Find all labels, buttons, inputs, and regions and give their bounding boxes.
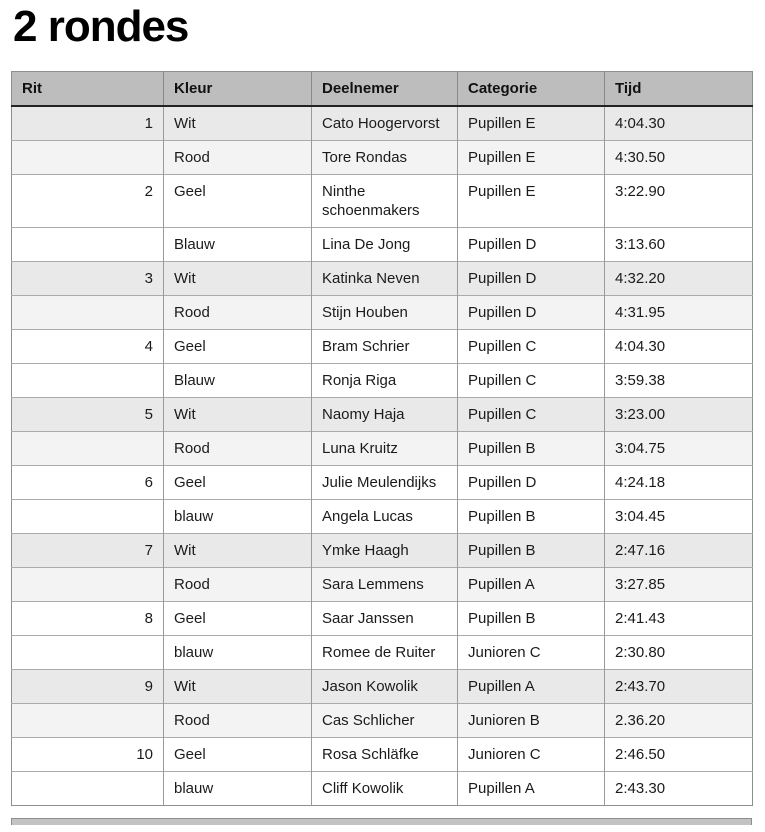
table-row	[12, 499, 753, 533]
cell-rit	[12, 363, 164, 397]
cell-tijd: 2:43.70	[605, 669, 753, 703]
cell-deelnemer: Rosa Schläfke	[312, 737, 458, 771]
cell-kleur: blauw	[164, 771, 312, 805]
table-row	[12, 140, 753, 174]
table-row	[12, 397, 753, 431]
cell-tijd: 2:41.43	[605, 601, 753, 635]
table-row	[12, 431, 753, 465]
cell-tijd: 3:59.38	[605, 363, 753, 397]
cell-categorie: Pupillen B	[458, 499, 605, 533]
cell-kleur: Rood	[164, 703, 312, 737]
table-row	[12, 106, 753, 141]
cell-rit: 8	[12, 601, 164, 635]
cell-categorie: Junioren B	[458, 703, 605, 737]
cell-deelnemer: Lina De Jong	[312, 227, 458, 261]
cell-rit	[12, 295, 164, 329]
cell-rit	[12, 140, 164, 174]
col-header-tijd: Tijd	[605, 71, 753, 106]
cell-kleur: Wit	[164, 261, 312, 295]
cell-tijd: 3:27.85	[605, 567, 753, 601]
cell-tijd: 2:46.50	[605, 737, 753, 771]
cell-deelnemer: Tore Rondas	[312, 140, 458, 174]
cell-kleur: Wit	[164, 669, 312, 703]
cell-tijd: 4:30.50	[605, 140, 753, 174]
table-row	[12, 261, 753, 295]
cell-deelnemer: Bram Schrier	[312, 329, 458, 363]
cell-rit	[12, 703, 164, 737]
cell-tijd: 3:04.45	[605, 499, 753, 533]
cell-kleur: Rood	[164, 295, 312, 329]
cell-deelnemer: Ronja Riga	[312, 363, 458, 397]
cell-rit	[12, 431, 164, 465]
cell-rit: 5	[12, 397, 164, 431]
cell-rit	[12, 499, 164, 533]
cell-kleur: Geel	[164, 174, 312, 227]
cell-rit: 1	[12, 106, 164, 141]
table-row	[12, 174, 753, 227]
cell-deelnemer: Cato Hoogervorst	[312, 106, 458, 141]
next-table-cutoff	[11, 818, 752, 825]
table-row	[12, 363, 753, 397]
cell-tijd: 4:04.30	[605, 106, 753, 141]
cell-categorie: Junioren C	[458, 635, 605, 669]
table-row	[12, 329, 753, 363]
col-header-deelnemer: Deelnemer	[312, 71, 458, 106]
cell-kleur: Rood	[164, 140, 312, 174]
cell-kleur: Geel	[164, 737, 312, 771]
table-row	[12, 771, 753, 805]
cell-categorie: Pupillen A	[458, 567, 605, 601]
cell-deelnemer: Naomy Haja	[312, 397, 458, 431]
col-header-rit: Rit	[12, 71, 164, 106]
cell-categorie: Pupillen C	[458, 397, 605, 431]
table-row	[12, 465, 753, 499]
cell-kleur: Wit	[164, 106, 312, 141]
cell-rit: 3	[12, 261, 164, 295]
cell-rit: 6	[12, 465, 164, 499]
cell-categorie: Pupillen E	[458, 106, 605, 141]
cell-categorie: Pupillen A	[458, 669, 605, 703]
cell-tijd: 4:31.95	[605, 295, 753, 329]
cell-tijd: 3:23.00	[605, 397, 753, 431]
cell-categorie: Pupillen D	[458, 261, 605, 295]
cell-categorie: Pupillen A	[458, 771, 605, 805]
table-row	[12, 635, 753, 669]
cell-tijd: 3:13.60	[605, 227, 753, 261]
table-row	[12, 567, 753, 601]
cell-categorie: Pupillen B	[458, 431, 605, 465]
cell-deelnemer: Saar Janssen	[312, 601, 458, 635]
cell-kleur: Blauw	[164, 363, 312, 397]
cell-categorie: Pupillen D	[458, 227, 605, 261]
cell-rit	[12, 227, 164, 261]
cell-kleur: Rood	[164, 431, 312, 465]
cell-rit	[12, 567, 164, 601]
cell-deelnemer: Ymke Haagh	[312, 533, 458, 567]
cell-deelnemer: Ninthe schoenmakers	[312, 174, 458, 227]
table-row	[12, 227, 753, 261]
cell-tijd: 3:04.75	[605, 431, 753, 465]
cell-categorie: Pupillen B	[458, 601, 605, 635]
cell-deelnemer: Romee de Ruiter	[312, 635, 458, 669]
cell-deelnemer: Sara Lemmens	[312, 567, 458, 601]
cell-tijd: 2:43.30	[605, 771, 753, 805]
cell-rit	[12, 771, 164, 805]
cell-categorie: Pupillen E	[458, 140, 605, 174]
cell-categorie: Pupillen B	[458, 533, 605, 567]
cell-categorie: Pupillen E	[458, 174, 605, 227]
cell-rit: 10	[12, 737, 164, 771]
page-title: 2 rondes	[13, 2, 189, 51]
cell-kleur: Geel	[164, 329, 312, 363]
cell-deelnemer: Cliff Kowolik	[312, 771, 458, 805]
cell-kleur: blauw	[164, 499, 312, 533]
cell-kleur: Blauw	[164, 227, 312, 261]
results-table	[11, 71, 753, 806]
cell-kleur: Geel	[164, 601, 312, 635]
cell-rit	[12, 635, 164, 669]
cell-rit: 7	[12, 533, 164, 567]
cell-tijd: 2:30.80	[605, 635, 753, 669]
table-row	[12, 295, 753, 329]
cell-rit: 9	[12, 669, 164, 703]
cell-deelnemer: Julie Meulendijks	[312, 465, 458, 499]
cell-categorie: Junioren C	[458, 737, 605, 771]
cell-kleur: Wit	[164, 397, 312, 431]
cell-tijd: 4:24.18	[605, 465, 753, 499]
cell-kleur: blauw	[164, 635, 312, 669]
cell-deelnemer: Stijn Houben	[312, 295, 458, 329]
cell-categorie: Pupillen D	[458, 465, 605, 499]
cell-rit: 4	[12, 329, 164, 363]
cell-kleur: Rood	[164, 567, 312, 601]
table-row	[12, 669, 753, 703]
table-row	[12, 533, 753, 567]
cell-tijd: 3:22.90	[605, 174, 753, 227]
table-row	[12, 703, 753, 737]
table-row	[12, 601, 753, 635]
cell-kleur: Wit	[164, 533, 312, 567]
cell-tijd: 4:32.20	[605, 261, 753, 295]
table-body	[12, 106, 753, 806]
cell-categorie: Pupillen C	[458, 329, 605, 363]
cell-tijd: 4:04.30	[605, 329, 753, 363]
cell-categorie: Pupillen C	[458, 363, 605, 397]
cell-tijd: 2:47.16	[605, 533, 753, 567]
table-row	[12, 737, 753, 771]
cell-kleur: Geel	[164, 465, 312, 499]
col-header-categorie: Categorie	[458, 71, 605, 106]
table-header-row	[12, 71, 753, 106]
col-header-kleur: Kleur	[164, 71, 312, 106]
cell-deelnemer: Angela Lucas	[312, 499, 458, 533]
cell-tijd: 2.36.20	[605, 703, 753, 737]
cell-rit: 2	[12, 174, 164, 227]
cell-deelnemer: Jason Kowolik	[312, 669, 458, 703]
cell-deelnemer: Luna Kruitz	[312, 431, 458, 465]
cell-deelnemer: Cas Schlicher	[312, 703, 458, 737]
cell-categorie: Pupillen D	[458, 295, 605, 329]
cell-deelnemer: Katinka Neven	[312, 261, 458, 295]
